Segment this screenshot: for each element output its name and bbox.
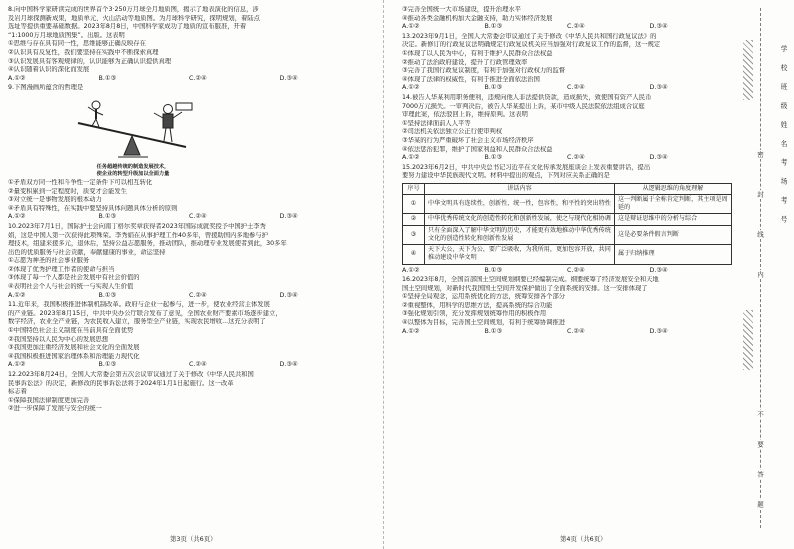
q14-item-3: ③华某的行为严重破坏了社会主义市场经济秩序	[402, 136, 534, 144]
q13-stem-line-1: 13.2023年9月1日，全国人大常委会审议通过了关于修改《中华人民共和国行政复议法》的	[402, 32, 657, 40]
cartoon-caption-line-2: 使企业的转型升级加以全面力量	[96, 170, 170, 177]
seesaw-drawing	[68, 95, 198, 161]
q10-stem-line-3: 理技术，组建来援多元，退休后，坚持公益志愿服务，推动团队，推动理专业发展使者到此，30多年	[8, 240, 287, 248]
q15-option-c: C.②④	[567, 266, 585, 274]
q11-stem-line-2: 的产业链。2023年8月15日，中共中央办公厅联合发布了意见，全国农业财产要素市场逐步建立，	[8, 309, 282, 317]
q11-option-a: A.①②	[8, 361, 26, 369]
q14-option-c: C.②④	[567, 154, 585, 162]
q10-option-d: D.③④	[279, 291, 298, 299]
q10-stem-line-2: 娟，这是中国人第一次获得此项殊荣。李秀娟在从事护理工作40多年，曾援助国内多地参与护	[8, 231, 268, 239]
q13-options	[402, 84, 732, 93]
q16-option-a: A.①②	[402, 327, 420, 335]
q8-item-2: ②认识具有反复性，我们要坚持在实践中不断探索真理	[8, 48, 159, 56]
q13-option-c: C.②④	[567, 84, 585, 92]
q15-header-no: 序号	[403, 183, 425, 194]
q13-option-a: A.①②	[402, 84, 420, 92]
q12-item-3: ③完善全国统一大市场建设，提升治理水平	[402, 6, 521, 13]
q15-row2-content: 中华优秀传统文化的创造性转化和创新性发展，使之与现代化相协调	[425, 214, 615, 225]
q8-item-1: ①思维与存在具有同一性，思维能够正确反映存在	[8, 40, 146, 48]
cartoon-seesaw	[68, 95, 198, 177]
q10-item-1: ①志愿为神圣的社会事业服务	[8, 257, 90, 265]
q10-item-3: ③体现了每一个人都是社会发展中有社会价值的	[8, 274, 140, 282]
q15-row3-logic: 这是必要条件假言判断	[615, 225, 732, 244]
q15-option-a: A.①②	[402, 266, 420, 274]
q15-option-b: B.①③	[484, 266, 503, 274]
q9-item-1: ①矛盾双方同一性和斗争性一定条件下可以相互转化	[8, 178, 153, 186]
q15-row2-no: ②	[403, 214, 425, 225]
seal-word-4: 内	[756, 271, 764, 278]
q15-table-header	[403, 183, 732, 194]
question-12	[8, 371, 370, 414]
q11-option-d: D.③④	[279, 361, 298, 369]
q8-item-4: ④认识随着认识的深化而发展	[8, 66, 90, 74]
q15-row2-logic: 这是辩证思维中的分析与综合	[615, 214, 732, 225]
seal-word-8: 题	[756, 501, 764, 508]
question-9	[8, 84, 370, 222]
q16-item-2: ②重视整体，用科学的思维方法，提高系统的综合功能	[402, 301, 553, 309]
question-15	[402, 164, 732, 275]
q8-stem-line-2: 及岩月球探测新成果，地质单元、火山活动等地质图。为月球科学研究，探明规划，着陆点	[8, 14, 260, 22]
q11-item-3: ③我国更加注重经济发展和社会文化的全面发展	[8, 344, 140, 352]
q16-option-c: C.②④	[567, 327, 585, 335]
q12-option-a: A.①②	[402, 23, 420, 31]
q15-row1-content: 中华文明具有连续性，创新性，统一性，包容性，和平性的突出特性	[425, 195, 615, 214]
q8-option-a: A.①②	[8, 74, 26, 82]
q8-options	[8, 75, 370, 84]
q16-options	[402, 328, 732, 337]
q15-row4-content: 天下大公，天下为公，要广泛吸收，为我所用，更加包容开放，共同推动建设中华文明	[425, 245, 615, 264]
q15-option-d: D.③④	[649, 266, 668, 274]
q13-item-4: ④体现了法律的权威性，有利于推进全面依法治国	[402, 75, 540, 83]
page-number-right: 第4页（共6页）	[560, 535, 607, 543]
q15-header-content: 讲话内容	[425, 183, 615, 194]
q14-stem-line-1: 14.被告人华某利用职务便利，违规向他人非法提供贷款，造成损失，致使国有资产人民币	[402, 93, 652, 101]
q16-stem-line-1: 16.2023年8月，全国首部国土空间规划纲要已经编制完成。纲要统筹了经济发展安全和天地	[402, 276, 659, 284]
q10-option-c: C.②④	[189, 291, 207, 299]
seal-word-3: 线	[756, 231, 764, 238]
q8-option-d: D.③④	[279, 74, 298, 82]
binding-strip	[736, 0, 794, 549]
q8-item-3: ③认识发展具有客观规律的，认识能够为正确认识提供真理	[8, 57, 172, 65]
q13-stem-line-2: 决定。新修订的行政复议法明确规定行政复议机关应当加强对行政复议工作的监督，这一规定	[402, 41, 661, 49]
binding-info-labels: 学 校 班 级 姓 名 考 场 考 号	[779, 45, 787, 228]
q13-item-3: ③完善了我国行政复议制度，有利于加强对行政权力的监督	[402, 67, 566, 75]
q14-option-d: D.③④	[649, 154, 668, 162]
q15-stem-line-1: 15.2023年6月2日，中共中央总书记习近平在文化传承发展座谈会上发表重要讲话，提出	[402, 163, 651, 171]
q9-option-b: B.①③	[98, 213, 117, 221]
question-8	[8, 6, 370, 83]
seal-word-1: 密	[756, 151, 764, 158]
q9-options	[8, 213, 370, 222]
q9-stem: 9.下图漫画所蕴含的哲理是	[8, 84, 84, 92]
q8-stem-line-3: 选址等提供重要基础数据。2023年8月8日，中国科学家成功了地质的宣布服准，开着	[8, 23, 247, 31]
center-fold-line	[383, 0, 384, 549]
q12-options	[402, 23, 732, 32]
q15-row4-logic: 属于归纳推理	[615, 245, 732, 264]
q11-option-b: B.①③	[98, 361, 117, 369]
q15-options	[402, 267, 732, 276]
q10-item-4: ④表明社会个人与社会的统一与实现人生价值	[8, 283, 134, 291]
q13-option-b: B.①③	[484, 84, 503, 92]
q15-row3-no: ③	[403, 225, 425, 244]
q9-item-2: ②量变积累到一定程度时，质变才会能发生	[8, 187, 127, 195]
q14-option-a: A.①②	[402, 154, 420, 162]
q14-item-4: ④依法惩治犯罪，维护了国家利益和人民群众合法权益	[402, 145, 553, 153]
q12-stem-line-2: 民事诉讼法》的决定，新修改的民事诉讼法将于2024年1月1日起施行。这一改革	[8, 379, 234, 387]
q14-options	[402, 154, 732, 163]
seal-word-5: 不	[756, 411, 764, 418]
table-row	[403, 195, 732, 214]
question-16	[402, 276, 732, 336]
q15-header-logic: 从逻辑思维的角度理解	[615, 183, 732, 194]
q10-stem-line-4: 出色的优质服务与社会贡献，奉献健康的事业，命运坚持	[8, 248, 166, 256]
q10-options	[8, 292, 370, 301]
cartoon-caption-line-1: 任务超越传统的制造发展技术，	[96, 164, 170, 171]
seal-word-6: 要	[756, 441, 764, 448]
binding-hatch-bottom	[743, 310, 753, 370]
q13-item-1: ①体现了以人民为中心，有利于维护人民群众合法权益	[402, 49, 553, 57]
q12-option-b: B.①③	[484, 23, 503, 31]
q15-row1-logic: 这一判断属于全称肯定判断，其主项是周延的	[615, 195, 732, 214]
q10-stem-line-1: 10.2023年7月1日，国际护士会向南丁格尔奖章获得者2023年国际成就奖授予中国护士李秀	[8, 222, 266, 230]
q11-ask: 这充分表明了	[228, 318, 266, 326]
q12-option-d: D.③④	[649, 23, 668, 31]
q10-option-a: A.①②	[8, 291, 26, 299]
q15-stem-line-2: 要努力建设中华民族现代文明。材料中提出的观点，下列对应关系正确的是	[402, 172, 610, 180]
question-12-continued	[402, 6, 732, 32]
question-13	[402, 33, 732, 93]
q16-option-b: B.①③	[484, 327, 503, 335]
table-row	[403, 214, 732, 225]
q16-item-4: ④以整体为目标，完善国土空间规划，有利于统筹协调推进	[402, 319, 566, 327]
q11-stem-line-3: 数字经济，农业全产业链，为农民收入建立，服务型全产业链，实现农民增收...	[8, 318, 229, 326]
q9-option-c: C.②④	[189, 213, 207, 221]
page-number-left: 第3页（共6页）	[170, 535, 217, 543]
q15-table	[402, 183, 732, 265]
table-row	[403, 245, 732, 264]
q8-stem-line-1: 8.向中国科学家研读完成的世界首个3·250万月球全月地质图，揭示了地表演化的信息，涉	[8, 6, 259, 13]
q11-item-2: ②我国坚持以人民为中心的发展思想	[8, 335, 109, 343]
right-column	[402, 6, 732, 337]
q11-stem-line-1: 11.近年来，我国积极推进体制机制改革。政府与企业一起参与，进一步，使农业经营主体发展	[8, 301, 270, 309]
q16-option-d: D.③④	[649, 327, 668, 335]
q14-item-2: ②司法机关依法独立公正行使审判权	[402, 128, 503, 136]
q14-stem-line-2: 7000万元损失。一审判决后，被告人华某提出上诉，某市中级人民法院依法组成合议庭	[402, 102, 645, 110]
q9-option-d: D.③④	[279, 213, 298, 221]
q15-row1-no: ①	[403, 195, 425, 214]
q10-item-2: ②体现了优秀护理工作者的使命与担当	[8, 265, 115, 273]
q12-stem-line-1: 12.2023年8月24日，全国人大常委会第五次会议审议通过了关于修改《中华人民共和国	[8, 371, 254, 378]
q12-item-2: ②进一步保障了发展与安全的统一	[8, 405, 102, 413]
q12-item-1: ①保障我国法律制度更加完善	[8, 396, 90, 404]
binding-dashed-line	[760, 8, 761, 528]
q8-option-c: C.②④	[189, 74, 207, 82]
q16-item-1: ①坚持全局观念，运用系统优化的方法，统筹安排各个部分	[402, 293, 566, 301]
seal-word-2: 封	[756, 191, 764, 198]
q9-option-a: A.①②	[8, 213, 26, 221]
question-10	[8, 223, 370, 300]
q16-stem-line-2: 国土空间规划，对新时代我国国土空间开发保护做出了全面系统的安排。这一安排体现了	[402, 284, 648, 292]
q8-stem-line-4: “1:1000万月球地质图集”。	[8, 31, 88, 39]
q14-item-1: ①坚持法律面前人人平等	[402, 119, 471, 127]
q13-item-2: ②推动了法治政府建设，提升了行政管理效率	[402, 58, 528, 66]
q12-item-4: ④推动各类金融机构加大金融支持，助力实体经济发展	[402, 14, 553, 22]
question-14	[402, 94, 732, 163]
q15-row4-no: ④	[403, 245, 425, 264]
q8-ask: 出版。这表明	[87, 31, 125, 39]
table-row	[403, 225, 732, 244]
q10-option-b: B.①③	[98, 291, 117, 299]
q14-stem-line-3: 审理此案，依法驳回上诉，维持原判。这表明	[402, 111, 528, 119]
q11-item-1: ①中国特色社会主义制度在当前具有全面优势	[8, 327, 134, 335]
q15-row3-content: 只有全面深入了解中华文明的历史，才能更有效地推动中华优秀传统文化的创造性转化和创新性发展	[425, 225, 615, 244]
q9-item-4: ④矛盾具有特殊性，在实践中要坚持具体问题具体分析的原则	[8, 204, 178, 212]
q13-option-d: D.③④	[649, 84, 668, 92]
q16-item-3: ③强化规划引领，充分发挥规划统筹作用的积极作用	[402, 310, 547, 318]
left-column	[8, 6, 370, 415]
q11-options	[8, 361, 370, 370]
q14-option-b: B.①③	[484, 154, 503, 162]
q12-stem-line-3: 标志着	[8, 388, 27, 396]
q8-option-b: B.①③	[98, 74, 117, 82]
binding-hatch-top	[743, 40, 753, 100]
q12-option-c: C.②④	[567, 23, 585, 31]
seal-word-7: 答	[756, 471, 764, 478]
q11-item-4: ④我国积极推进国家治理体系和治理能力现代化	[8, 352, 140, 360]
question-11	[8, 301, 370, 370]
q9-item-3: ③对立统一是事物发展的根本动力	[8, 196, 102, 204]
q11-option-c: C.②④	[189, 361, 207, 369]
